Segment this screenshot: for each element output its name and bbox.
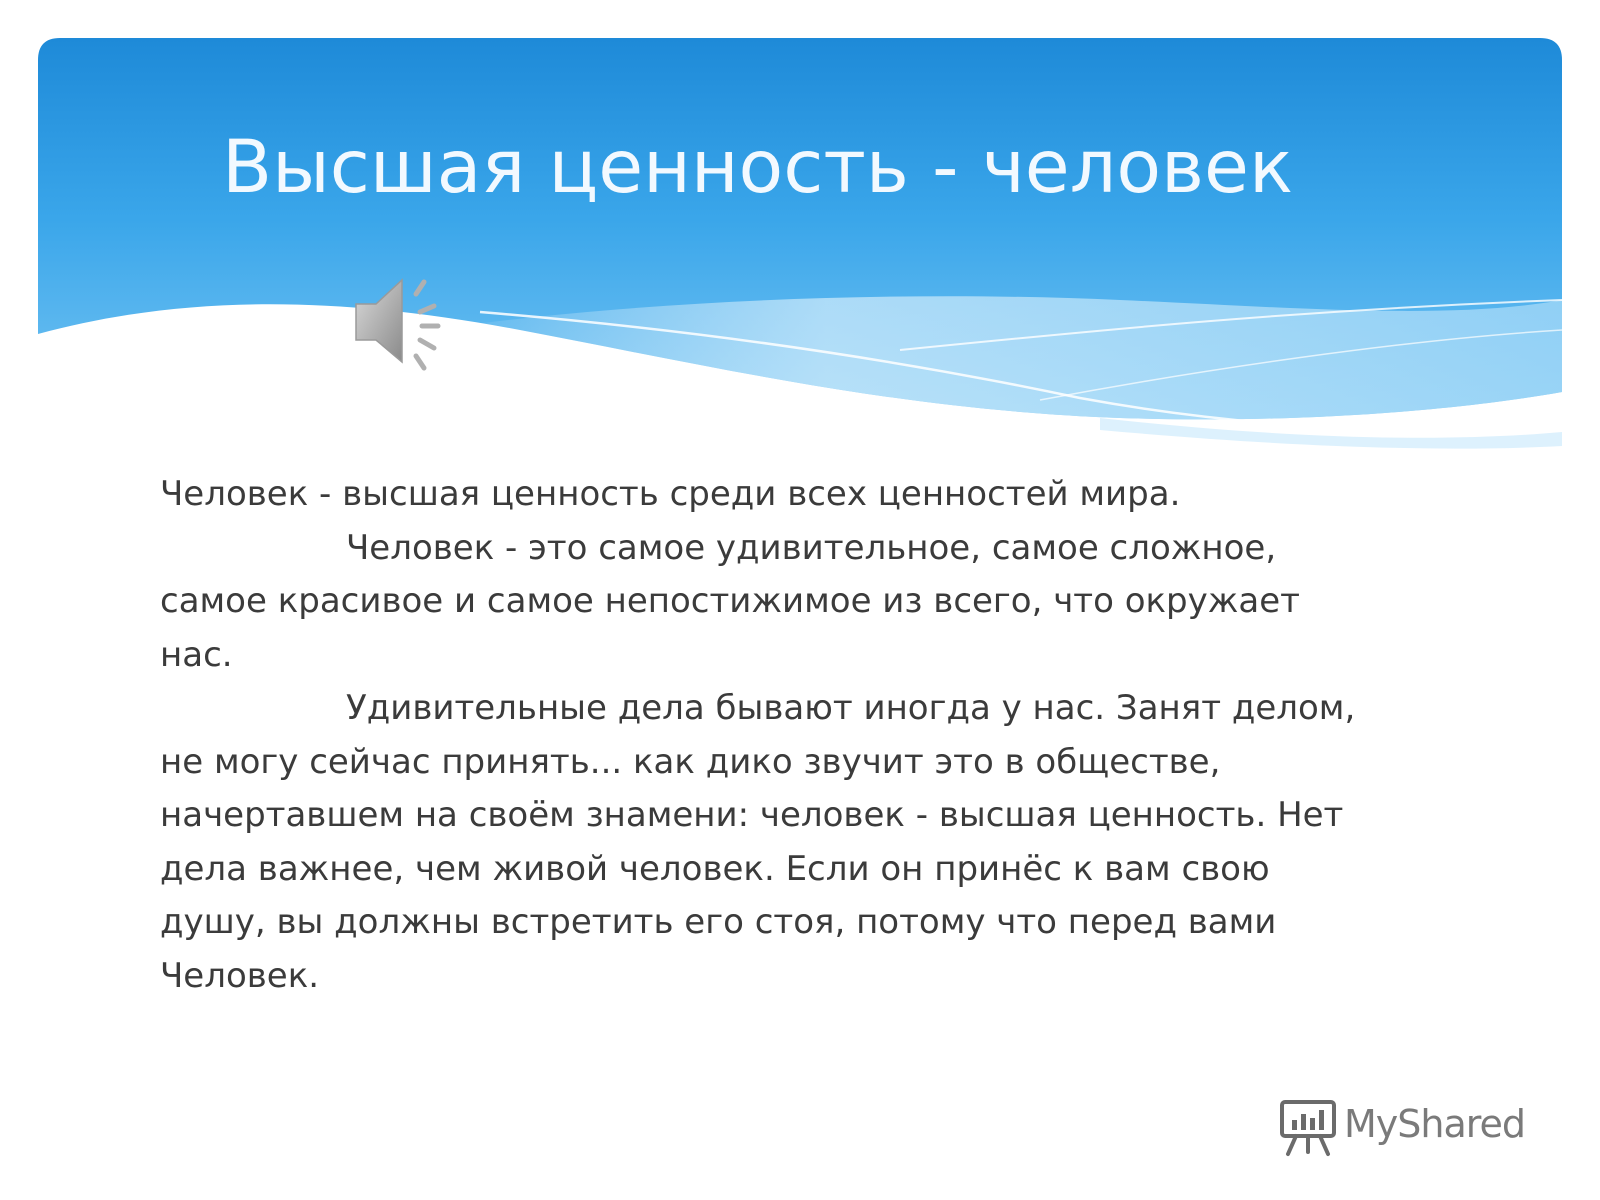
presentation-board-icon (1278, 1096, 1340, 1158)
myshared-watermark[interactable] (1278, 1096, 1548, 1158)
watermark-text: MyShared (1344, 1102, 1526, 1146)
header-wave-background (0, 0, 1600, 460)
slide-title: Высшая ценность - человек (222, 125, 1294, 210)
body-paragraph: Человек - это самое удивительное, самое сложное, самое красивое и самое непостижимое из всего, что окружает нас. (160, 527, 1300, 675)
body-paragraph: Человек - высшая ценность среди всех ценностей мира. (160, 474, 1181, 514)
body-paragraph: Удивительные дела бывают иногда у нас. Занят делом, не могу сейчас принять... как дико звучит это в обществе, начертавшем на своём знамени: человек - высшая ценность. Нет дела важнее, чем живой человек. Если он принёс к вам свою душу, вы должны встретить его стоя, потому что перед вами Человек. (160, 688, 1356, 996)
speaker-icon[interactable] (352, 268, 462, 378)
slide-body (160, 468, 1380, 1003)
